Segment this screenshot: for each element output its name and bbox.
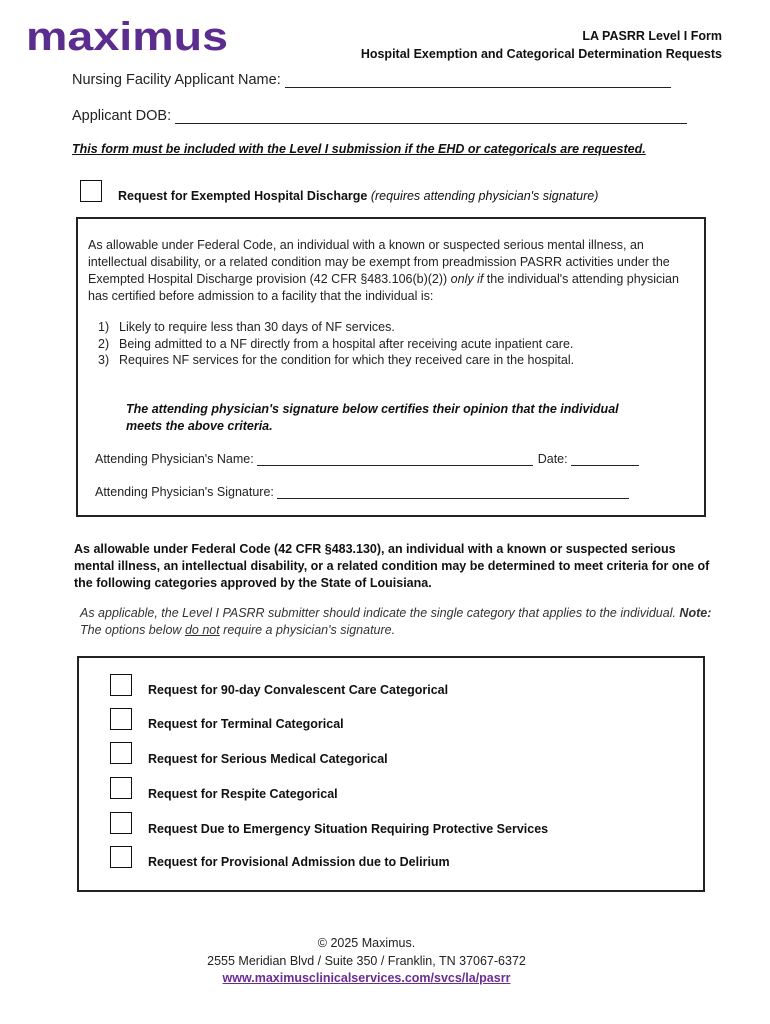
category-label-convalescent: Request for 90-day Convalescent Care Categorical	[148, 683, 449, 697]
footer-link[interactable]: www.maximusclinicalservices.com/svcs/la/pasrr	[222, 971, 511, 985]
applicant-name-label: Nursing Facility Applicant Name:	[72, 72, 281, 88]
applicable-text-2: The options below	[80, 623, 185, 637]
category-checkbox-delirium[interactable]	[110, 846, 132, 868]
maximus-logo	[26, 20, 230, 54]
date-label: Date:	[537, 452, 568, 466]
physician-name-row	[95, 452, 639, 466]
category-checkbox-respite[interactable]	[110, 777, 132, 799]
footer-copyright: © 2025 Maximus.	[317, 936, 416, 950]
category-checkbox-terminal[interactable]	[110, 708, 132, 730]
federal-code-text: As allowable under Federal Code (42 CFR §483.130), an individual with a known or suspected serious mental illness, an intellectual disability, or a related condition may be determined to meet criteria for one of the following categories approved by the State of Louisiana.	[74, 542, 710, 590]
category-label-respite: Request for Respite Categorical	[148, 787, 338, 801]
page-footer	[0, 935, 733, 988]
form-title: LA PASRR Level I Form	[582, 29, 722, 43]
applicant-name-field	[72, 72, 671, 88]
footer-address: 2555 Meridian Blvd / Suite 350 / Franklin, TN 37067-6372	[207, 953, 526, 968]
applicable-emphasis: do not	[184, 623, 220, 637]
category-label-emergency: Request Due to Emergency Situation Requiring Protective Services	[148, 822, 549, 836]
ehd-description-emphasis: only if	[450, 272, 484, 286]
ehd-description-part2: the individual's attending physician has certified before admission to a facility that the individual is:	[88, 272, 679, 303]
physician-signature-label: Attending Physician's Signature:	[95, 485, 274, 499]
ehd-details-box	[76, 217, 706, 517]
criteria-number: 2)	[98, 336, 110, 351]
physician-name-input[interactable]	[257, 454, 533, 466]
category-label-terminal: Request for Terminal Categorical	[148, 717, 344, 731]
ehd-criteria-list	[98, 319, 658, 369]
applicable-text-3: require a physician's signature.	[219, 623, 396, 637]
applicant-dob-label: Applicant DOB:	[72, 108, 172, 124]
form-subtitle: Hospital Exemption and Categorical Determination Requests	[360, 47, 722, 61]
submission-notice: This form must be included with the Level I submission if the EHD or categoricals are requested.	[72, 142, 646, 156]
criteria-text: Requires NF services for the condition for which they received care in the hospital.	[119, 353, 575, 367]
ehd-label-text: Request for Exempted Hospital Discharge	[118, 189, 368, 203]
date-input[interactable]	[571, 454, 639, 466]
criteria-text: Being admitted to a NF directly from a hospital after receiving acute inpatient care.	[119, 336, 574, 351]
ehd-request-label	[118, 189, 598, 203]
ehd-label-note: (requires attending physician's signature)	[370, 189, 599, 203]
criteria-item	[98, 319, 658, 336]
physician-certification: The attending physician's signature below certifies their opinion that the individual meets the above criteria.	[126, 402, 619, 433]
criteria-number: 1)	[98, 320, 110, 334]
category-label-serious-medical: Request for Serious Medical Categorical	[148, 752, 388, 766]
category-label-delirium: Request for Provisional Admission due to Delirium	[148, 855, 450, 869]
criteria-item	[98, 352, 658, 369]
criteria-item	[98, 336, 658, 353]
category-checkbox-convalescent[interactable]	[110, 674, 132, 696]
criteria-number: 3)	[98, 353, 110, 367]
applicant-dob-input[interactable]	[175, 110, 687, 124]
physician-name-label: Attending Physician's Name:	[95, 452, 254, 466]
applicant-name-input[interactable]	[285, 74, 671, 88]
applicant-dob-field	[72, 108, 687, 124]
applicable-instructions	[80, 605, 720, 639]
physician-signature-input[interactable]	[277, 487, 629, 499]
physician-signature-row	[95, 485, 629, 499]
category-checkbox-emergency[interactable]	[110, 812, 132, 834]
form-header	[361, 27, 722, 63]
category-checkbox-serious-medical[interactable]	[110, 742, 132, 764]
note-label: Note:	[679, 606, 712, 620]
applicable-text-1: As applicable, the Level I PASRR submitter should indicate the single category that applies to the individual.	[80, 606, 680, 620]
criteria-text: Likely to require less than 30 days of NF services.	[119, 320, 395, 334]
ehd-checkbox[interactable]	[80, 180, 102, 202]
ehd-description-part1: As allowable under Federal Code, an individual with a known or suspected serious mental illness, an intellectual disability, or a related condition may be exempt from preadmission PASRR activities under the Exempted Hospital Discharge provision (42 CFR §483.106(b)(2))	[88, 238, 670, 286]
ehd-description	[88, 237, 688, 305]
svg-text:maximus: maximus	[26, 20, 229, 54]
